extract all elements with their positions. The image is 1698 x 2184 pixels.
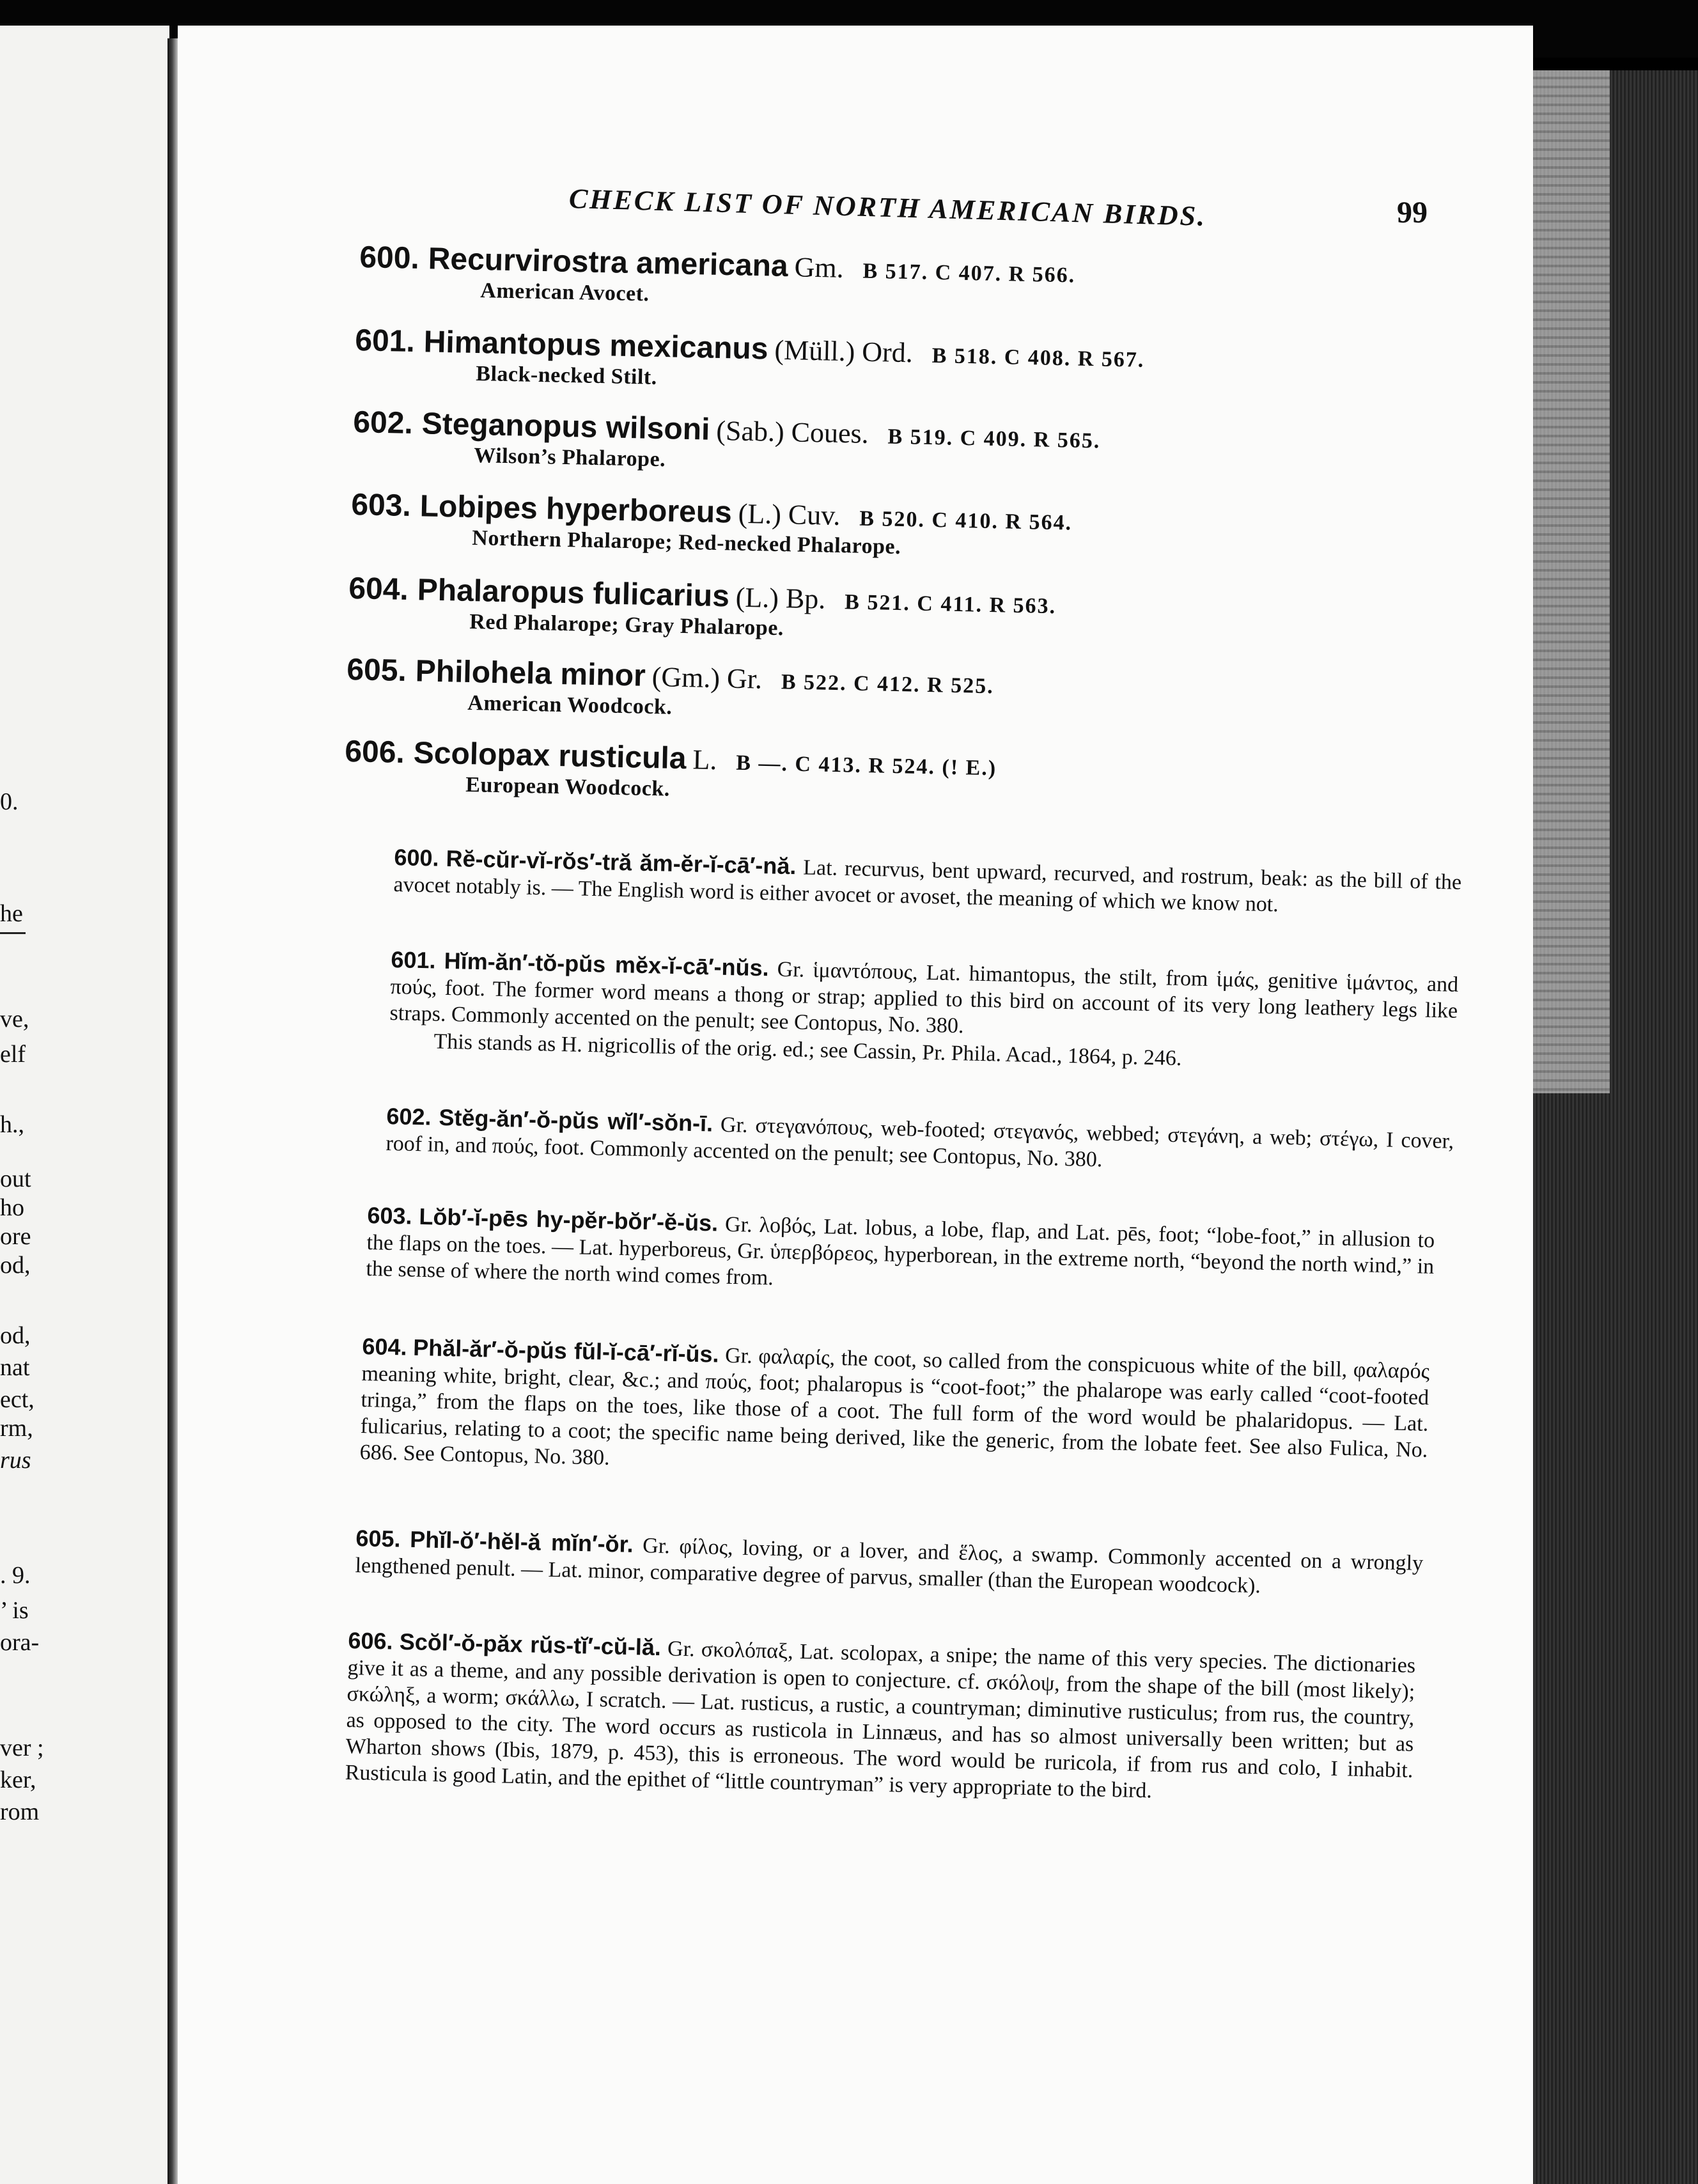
note-text: Gr. φαλαρίς, the coot, so called from the conspicuous white of the bill, φαλαρός meaning white, bright, clear, &c.; and πούς, foot; phalaropus is “coot-foot;” the phalarope was early called “coot-footed tringa,” from the flaps on the toes, like those of a coot. The full form of the word would be phalaridopus. — Lat. fulicarius, relating to a coot; the specific name being derived, like the generic, from the lobate feet. See also Fulica, No. 686. See Contopus, No. 380. [359,1343,1430,1470]
etymology-note [359,1333,1429,1490]
divider [0,932,26,934]
note-number: 605. [355,1525,401,1552]
authority: (L.) Cuv. [738,497,841,532]
scientific-name: Lobipes hyperboreus [419,489,733,530]
fragment-text: rm, [0,1415,33,1442]
catalog-refs: B 519. C 409. R 565. [887,425,1101,453]
fragment-text: nat [0,1354,30,1381]
species-number: 600. [359,240,420,276]
pronunciation: Hĭm-ăn′-tŏ-pŭs mĕx-ĭ-cā′-nŭs. [444,947,770,981]
species-number: 603. [350,487,412,523]
scientific-name: Recurvirostra americana [428,242,789,284]
pronunciation: Phĭl-ŏ′-hĕl-ă mĭn′-ŏr. [409,1525,634,1557]
catalog-refs: B 521. C 411. R 563. [844,590,1057,619]
common-name: Black-necked Stilt. [475,361,658,389]
note-addendum: This stands as H. nigricollis of the orig. ed.; see Cassin, Pr. Phila. Acad., 1864, p. 246. [433,1029,1182,1071]
species-number: 605. [346,652,407,688]
note-number: 602. [386,1103,432,1130]
scientific-name: Scolopax rusticula [413,736,687,776]
note-number: 604. [362,1333,408,1361]
species-number: 606. [344,734,405,770]
catalog-refs: B 522. C 412. R 525. [781,670,995,699]
note-number: 600. [394,844,440,871]
fragment-text: elf [0,1041,26,1068]
fragment-text: ve, [0,1006,29,1033]
running-title: CHECK LIST OF NORTH AMERICAN BIRDS. [568,183,1207,232]
pronunciation: Phăl-ăr′-ŏ-pŭs fŭl-ĭ-cā′-rĭ-ŭs. [412,1334,720,1368]
species-number: 604. [348,571,409,607]
note-text: Gr. στεγανόπους, web-footed; στεγανός, webbed; στεγάνη, a web; στέγω, I cover, roof in, and πούς, foot. Commonly accented on the penult; see Contopus, No. 380. [386,1112,1454,1172]
etymology-note [345,1627,1415,1810]
page-stack-edge-highlight [1533,70,1610,1093]
fragment-text: 0. [0,788,19,815]
pronunciation: Scŏl′-ŏ-păx rŭs-tĭ′-cŭ-lă. [399,1628,662,1661]
authority: (Gm.) Gr. [651,660,763,695]
common-name: Red Phalarope; Gray Phalarope. [469,609,784,641]
fragment-text: od, [0,1322,31,1349]
common-name: European Woodcock. [465,772,671,801]
fragment-text: rom [0,1798,40,1825]
common-name: American Woodcock. [467,690,673,719]
fragment-text: od, [0,1252,31,1279]
authority: (L.) Bp. [735,581,826,615]
fragment-text: ker, [0,1767,36,1793]
fragment-text: h., [0,1111,24,1138]
scientific-name: Steganopus wilsoni [421,407,710,447]
authority: (Müll.) Ord. [774,334,914,369]
common-name: American Avocet. [479,278,650,306]
fragment-text: ore [0,1223,31,1250]
note-number: 603. [367,1202,413,1229]
fragment-text: ect, [0,1386,35,1413]
authority: Gm. [794,251,845,284]
note-number: 601. [391,946,437,974]
species-number: 601. [354,323,416,359]
scientific-name: Philohela minor [415,654,646,693]
fragment-text: ver ; [0,1735,44,1761]
catalog-refs: B 518. C 408. R 567. [931,343,1145,372]
note-text: Gr. φίλος, loving, or a lover, and ἕλος, a swamp. Commonly accented on a wrongly lengthened penult. — Lat. minor, comparative degree of parvus, smaller (than the European woodcock). [355,1534,1424,1598]
authority: (Sab.) Coues. [715,414,869,449]
pronunciation: Stĕg-ăn′-ŏ-pŭs wĭl′-sŏn-ī. [439,1104,713,1137]
note-text: Gr. λοβός, Lat. lobus, a lobe, flap, and Lat. pēs, foot; “lobe-foot,” in allusion to the flaps on the toes. — Lat. hyperboreus, Gr. ὑπερβόρεος, hyperborean, in the extreme north, “beyond the north wind,” in the sense of where the north wind comes from. [366,1212,1435,1290]
note-text: Gr. σκολόπαξ, Lat. scolopax, a snipe; the name of this very species. The dictionaries give it as a theme, and any possible derivation is open to conjecture. cf. σκόλοψ, from the shape of the bill (most likely); σκώληξ, a worm; σκάλλω, I scratch. — Lat. rusticus, a rustic, a countryman; diminutive rusticulus; from rus, the country, as opposed to the city. The word occurs as rusticola in Linnæus, and has so almost universally been written; but as Wharton shows (Ibis, 1879, p. 453), this is erroneous. The word would be ruricola, if from rus and colo, I inhabit. Rusticula is good Latin, and the epithet of “little countryman” is very appropriate to the bird. [345,1637,1416,1803]
page-number: 99 [1397,196,1428,230]
catalog-refs: B 517. C 407. R 566. [862,259,1076,288]
fragment-text: ho [0,1194,24,1221]
note-number: 606. [348,1627,394,1655]
species-number: 602. [352,405,414,441]
note-text: Lat. recurvus, bent upward, recurved, and rostrum, beak: as the bill of the avocet notably is. — The English word is either avocet or avoset, the meaning of which we know not. [393,855,1462,917]
facing-page-fragment [0,26,169,2184]
catalog-refs: B 520. C 410. R 564. [859,506,1073,535]
pronunciation: Rĕ-cŭr-vĭ-rŏs′-tră ăm-ĕr-ĭ-cā′-nă. [446,845,797,880]
fragment-text: ’ is [0,1597,29,1624]
scientific-name: Himantopus mexicanus [423,325,769,366]
catalog-refs: B —. C 413. R 524. (! E.) [735,751,997,781]
authority: L. [692,744,717,776]
fragment-text: rus [0,1447,31,1474]
note-text: Gr. ἱμαντόπους, Lat. himantopus, the stilt, from ἱμάς, genitive ἱμάντος, and πούς, foot. The former word means a thong or strap; applied to this bird on account of its very long leathery legs like straps. Commonly accented on the penult; see Contopus, No. 380. [389,957,1459,1038]
fragment-text: . 9. [0,1562,31,1589]
pronunciation: Lŏb′-ĭ-pēs hy-pĕr-bŏr′-ĕ-ŭs. [419,1203,719,1236]
fragment-text: out [0,1166,31,1192]
fragment-text: he [0,900,23,927]
scientific-name: Phalaropus fulicarius [417,573,730,614]
common-name: Northern Phalarope; Red-necked Phalarope. [471,526,901,559]
common-name: Wilson’s Phalarope. [473,443,666,472]
fragment-text: ora- [0,1629,40,1656]
